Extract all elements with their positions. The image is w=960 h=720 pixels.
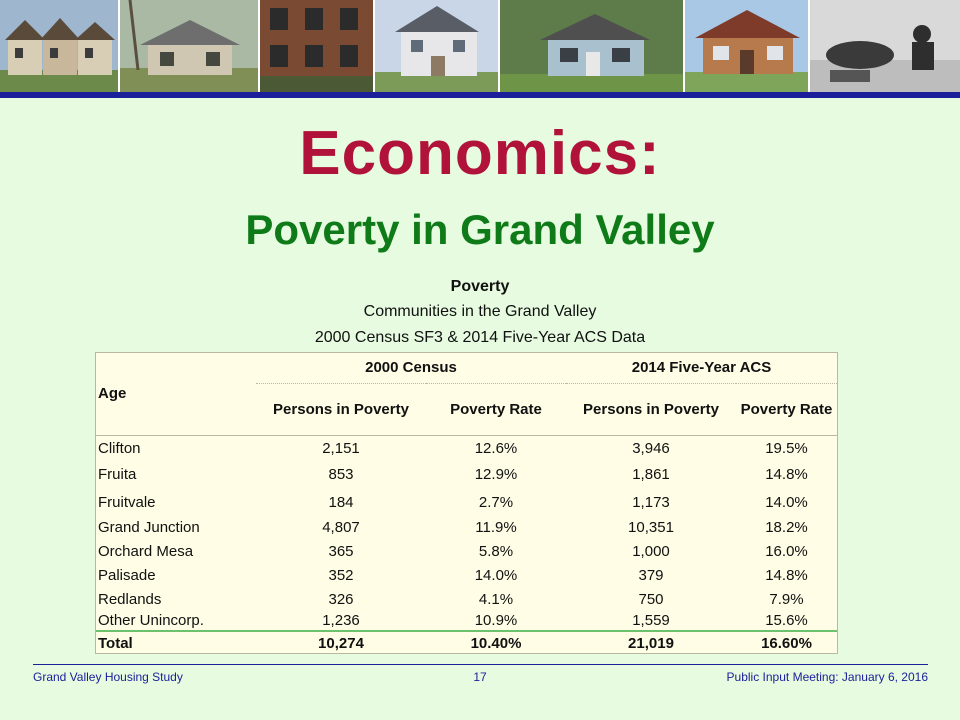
total-rate-2014: 16.60% bbox=[736, 631, 837, 655]
cell-community: Fruita bbox=[98, 466, 137, 483]
col-rate-2000: Poverty Rate bbox=[426, 383, 566, 435]
total-persons-2014: 21,019 bbox=[566, 631, 736, 655]
cell-community: Redlands bbox=[98, 590, 162, 608]
poverty-table bbox=[95, 352, 838, 654]
cell-rate-2014: 19.5% bbox=[765, 439, 808, 457]
cell-rate-2000: 4.1% bbox=[478, 590, 514, 608]
table-row bbox=[96, 461, 837, 488]
footer-left: Grand Valley Housing Study bbox=[33, 670, 183, 684]
two-story-house-photo bbox=[375, 0, 500, 92]
total-rate-2000: 10.40% bbox=[426, 631, 566, 655]
cell-community: Fruitvale bbox=[98, 493, 156, 511]
table-row bbox=[96, 488, 837, 516]
table-caption-title: Poverty bbox=[450, 278, 510, 295]
cell-rate-2014: 15.6% bbox=[765, 612, 808, 629]
homeless-photo bbox=[810, 0, 960, 92]
photo-banner bbox=[0, 0, 960, 92]
cell-rate-2014: 16.0% bbox=[765, 542, 808, 560]
cell-persons-2000: 4,807 bbox=[322, 519, 360, 536]
small-house-photo bbox=[500, 0, 685, 92]
cell-rate-2000: 5.8% bbox=[478, 542, 514, 560]
cell-persons-2000: 365 bbox=[328, 542, 354, 560]
table-row bbox=[96, 435, 837, 461]
cell-rate-2014: 18.2% bbox=[765, 519, 808, 536]
cell-rate-2000: 12.6% bbox=[474, 439, 518, 457]
cell-rate-2000: 12.9% bbox=[474, 466, 518, 483]
cell-community: Palisade bbox=[98, 566, 156, 584]
cell-persons-2014: 1,173 bbox=[632, 493, 670, 511]
cell-persons-2014: 750 bbox=[638, 590, 664, 608]
cell-community: Grand Junction bbox=[98, 519, 200, 536]
total-row bbox=[96, 631, 837, 655]
cell-persons-2014: 1,861 bbox=[632, 466, 670, 483]
page-subtitle: Poverty in Grand Valley bbox=[245, 206, 715, 253]
townhouses-photo bbox=[0, 0, 120, 92]
page-number: 17 bbox=[473, 670, 487, 684]
table-row bbox=[96, 587, 837, 611]
cell-persons-2000: 2,151 bbox=[322, 439, 360, 457]
cell-persons-2000: 853 bbox=[328, 466, 354, 483]
group-header-2014: 2014 Five-Year ACS bbox=[566, 353, 837, 383]
page-title: Economics: bbox=[299, 119, 661, 188]
bungalow-photo bbox=[685, 0, 810, 92]
cell-community: Orchard Mesa bbox=[98, 542, 194, 560]
cell-rate-2014: 7.9% bbox=[769, 590, 804, 608]
col-rate-2014: Poverty Rate bbox=[736, 383, 837, 435]
cell-rate-2000: 2.7% bbox=[478, 493, 514, 511]
table-row bbox=[96, 539, 837, 563]
cell-rate-2000: 10.9% bbox=[474, 612, 518, 629]
cell-persons-2014: 379 bbox=[638, 566, 664, 584]
group-header-2000: 2000 Census bbox=[256, 353, 566, 383]
table-caption-source: 2000 Census SF3 & 2014 Five-Year ACS Data bbox=[314, 329, 646, 346]
total-persons-2000: 10,274 bbox=[256, 631, 426, 655]
total-community: Total bbox=[96, 631, 256, 655]
cell-persons-2014: 10,351 bbox=[628, 519, 674, 536]
col-persons-2014: Persons in Poverty bbox=[566, 383, 736, 435]
cell-rate-2000: 11.9% bbox=[475, 519, 517, 536]
table-row bbox=[96, 611, 837, 631]
cell-persons-2000: 326 bbox=[328, 590, 354, 608]
house-photo bbox=[120, 0, 260, 92]
cell-rate-2014: 14.8% bbox=[765, 566, 808, 584]
cell-persons-2014: 3,946 bbox=[632, 439, 670, 457]
footer-right: Public Input Meeting: January 6, 2016 bbox=[726, 670, 928, 684]
footer-rule bbox=[33, 664, 928, 665]
cell-persons-2000: 1,236 bbox=[322, 612, 360, 629]
cell-rate-2000: 14.0% bbox=[474, 566, 518, 584]
cell-persons-2014: 1,559 bbox=[632, 612, 670, 629]
row-header: Age bbox=[96, 353, 256, 435]
cell-community: Clifton bbox=[98, 439, 141, 457]
cell-persons-2000: 352 bbox=[328, 566, 354, 584]
col-persons-2000: Persons in Poverty bbox=[256, 383, 426, 435]
cell-persons-2000: 184 bbox=[328, 493, 354, 511]
table-row bbox=[96, 563, 837, 587]
cell-rate-2014: 14.8% bbox=[765, 466, 808, 483]
apartment-photo bbox=[260, 0, 375, 92]
cell-community: Other Unincorp. bbox=[98, 612, 204, 629]
cell-persons-2014: 1,000 bbox=[632, 542, 670, 560]
table-body bbox=[96, 435, 837, 655]
banner-rule bbox=[0, 92, 960, 98]
cell-rate-2014: 14.0% bbox=[765, 493, 808, 511]
table-row bbox=[96, 516, 837, 539]
table-caption-subtitle: Communities in the Grand Valley bbox=[363, 303, 597, 320]
